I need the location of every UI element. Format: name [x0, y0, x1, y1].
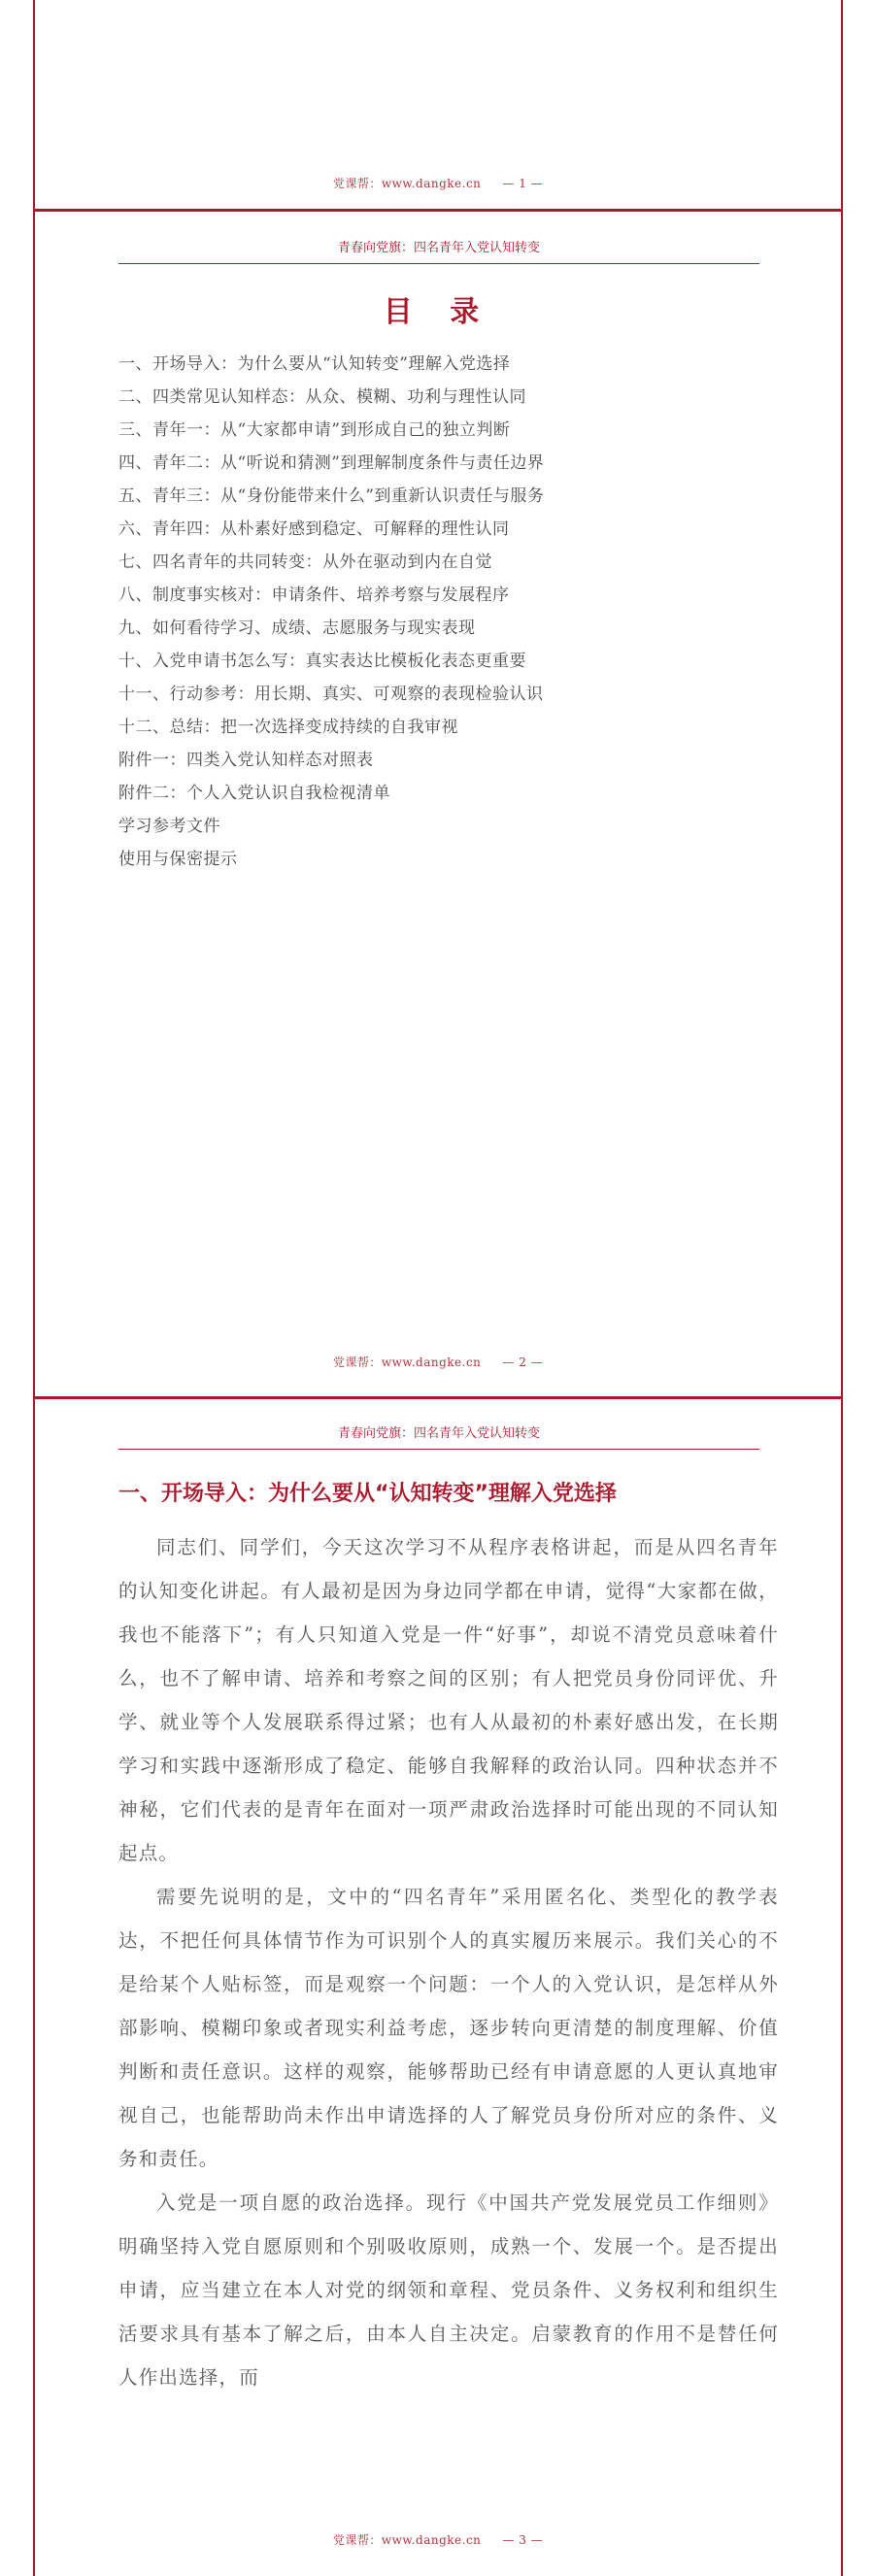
toc-item[interactable]: 十、入党申请书怎么写：真实表达比模板化表态更重要 [118, 652, 526, 671]
page-3 [33, 1399, 843, 2576]
body-text [118, 1525, 779, 2399]
toc-item[interactable]: 九、如何看待学习、成绩、志愿服务与现实表现 [118, 619, 476, 638]
footer-page-number: — 1 — [502, 177, 544, 190]
toc-item[interactable]: 六、青年四：从朴素好感到稳定、可解释的理性认同 [118, 519, 510, 539]
section-title: 一、开场导入：为什么要从“认知转变”理解入党选择 [118, 1482, 617, 1506]
toc-item[interactable]: 二、四类常见认知样态：从众、模糊、功利与理性认同 [118, 387, 526, 407]
toc-item[interactable]: 十一、行动参考：用长期、真实、可观察的表现检验认识 [118, 685, 544, 704]
running-header [118, 237, 759, 264]
toc-title: 目 录 [383, 295, 493, 329]
page-1 [33, 0, 843, 209]
footer-site-label: 党课帮：www.dangke.cn [332, 177, 482, 190]
paragraph: 入党是一项自愿的政治选择。现行《中国共产党发展党员工作细则》明确坚持入党自愿原则和个别吸收原则，成熟一个、发展一个。是否提出申请，应当建立在本人对党的纲领和章程、党员条件、义务权利和组织生活要求具有基本了解之后，由本人自主决定。启蒙教育的作用不是替任何人作出选择，而 [118, 2191, 779, 2389]
paragraph: 需要先说明的是，文中的“四名青年”采用匿名化、类型化的教学表达，不把任何具体情节作为可识别个人的真实履历来展示。我们关心的不是给某个人贴标签，而是观察一个问题：一个人的入党认识，是怎样从外部影响、模糊印象或者现实利益考虑，逐步转向更清楚的制度理解、价值判断和责任意识。这样的观察，能够帮助已经有申请意愿的人更认真地审视自己，也能帮助尚未作出申请选择的人了解党员身份所对应的条件、义务和责任。 [118, 1886, 779, 2170]
toc-item[interactable]: 八、制度事实核对：申请条件、培养考察与发展程序 [118, 585, 510, 605]
toc-item[interactable]: 四、青年二：从“听说和猜测”到理解制度条件与责任边界 [118, 453, 545, 473]
toc-item[interactable]: 一、开场导入：为什么要从“认知转变”理解入党选择 [118, 354, 511, 374]
toc-item[interactable]: 十二、总结：把一次选择变成持续的自我审视 [118, 718, 458, 737]
toc-item[interactable]: 七、四名青年的共同转变：从外在驱动到内在自觉 [118, 552, 492, 572]
running-header-text: 青春向党旗：四名青年入党认知转变 [337, 241, 540, 255]
page-footer [35, 175, 841, 191]
footer-site-label: 党课帮：www.dangke.cn [332, 2533, 482, 2547]
toc-item[interactable]: 三、青年一：从“大家都申请”到形成自己的独立判断 [118, 420, 511, 440]
footer-site-label: 党课帮：www.dangke.cn [332, 1355, 482, 1369]
toc-list [118, 348, 544, 876]
toc-item[interactable]: 附件二：个人入党认识自我检视清单 [118, 784, 390, 803]
toc-item[interactable]: 五、青年三：从“身份能带来什么”到重新认识责任与服务 [118, 486, 545, 506]
running-header [118, 1422, 759, 1450]
toc-item[interactable]: 使用与保密提示 [118, 850, 238, 869]
running-header-text: 青春向党旗：四名青年入党认知转变 [337, 1426, 540, 1441]
footer-page-number: — 3 — [502, 2533, 544, 2547]
toc-item[interactable]: 学习参考文件 [118, 817, 220, 836]
toc-item[interactable]: 附件一：四类入党认知样态对照表 [118, 751, 374, 770]
footer-page-number: — 2 — [502, 1355, 544, 1369]
page-footer [35, 1354, 841, 1370]
page-2 [33, 212, 843, 1396]
page-footer [35, 2531, 841, 2548]
paragraph: 同志们、同学们，今天这次学习不从程序表格讲起，而是从四名青年的认知变化讲起。有人最初是因为身边同学都在申请，觉得“大家都在做，我也不能落下”；有人只知道入党是一件“好事”，却说不清党员意味着什么，也不了解申请、培养和考察之间的区别；有人把党员身份同评优、升学、就业等个人发展联系得过紧；也有人从最初的朴素好感出发，在长期学习和实践中逐渐形成了稳定、能够自我解释的政治认同。四种状态并不神秘，它们代表的是青年在面对一项严肃政治选择时可能出现的不同认知起点。 [118, 1536, 779, 1864]
